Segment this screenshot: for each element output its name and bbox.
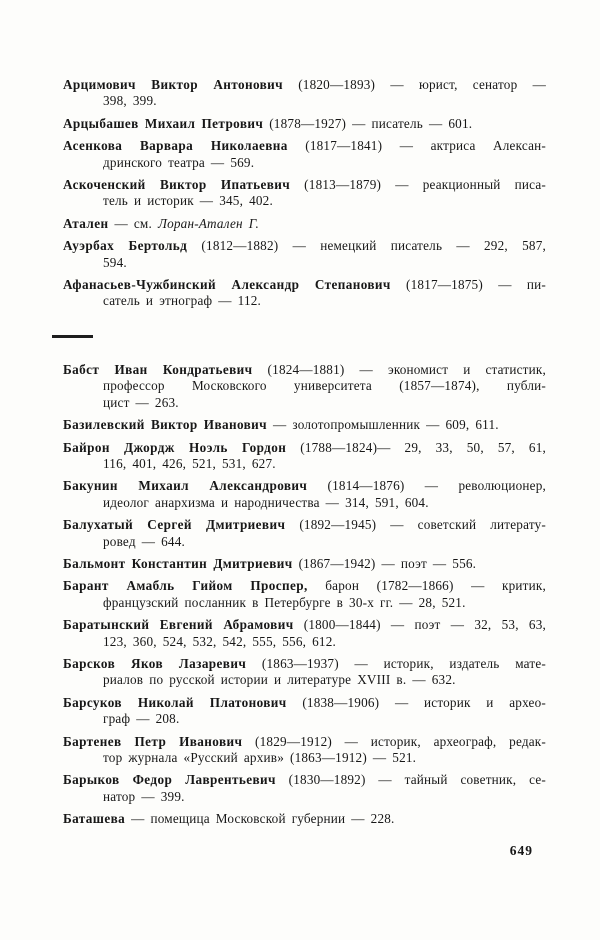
entry-first-line: Базилевский Виктор Иванович — золотопромышленник — 609, 611. (63, 417, 499, 433)
entry-continuation-line: цист — 263. (103, 394, 179, 410)
entry-name: Баташева (63, 811, 126, 827)
entry-continuation-line: 123, 360, 524, 532, 542, 555, 556, 612. (103, 633, 337, 649)
index-entry (63, 277, 546, 310)
index-entry (63, 617, 546, 650)
index-entry (63, 578, 546, 611)
entry-name: Байрон Джордж Ноэль Гордон (63, 439, 287, 455)
page-number: 649 (509, 843, 533, 858)
entry-name: Баратынский Евгений Абрамович (63, 617, 294, 633)
entry-continuation-line: граф — 208. (103, 711, 180, 727)
entry-first-line: Барыков Федор Лаврентьевич (1830—1892) — тайный советник, се- (63, 772, 546, 788)
index-entry (63, 238, 546, 271)
entry-first-line: Балухатый Сергей Дмитриевич (1892—1945) — советский литерату- (63, 517, 546, 533)
index-entry (63, 734, 546, 767)
entry-continuation-line: дринского театра — 569. (103, 154, 255, 170)
index-section-b (63, 335, 546, 828)
entry-first-line: Барсуков Николай Платонович (1838—1906) — историк и архео- (63, 694, 546, 710)
entry-first-line: Баташева — помещица Московской губернии — 228. (63, 811, 395, 827)
entry-continuation-line: сатель и этнограф — 112. (103, 293, 262, 309)
entry-continuation-line: риалов по русской истории и литературе XVIII в. — 632. (103, 672, 456, 688)
entry-name: Ауэрбах Бертольд (63, 238, 188, 254)
entry-see-reference: Лоран-Атален Г. (151, 215, 260, 231)
index-entry (63, 695, 546, 728)
entry-name: Арцыбашев Михаил Петрович (63, 115, 264, 131)
index-entry (63, 216, 546, 232)
entry-continuation-line: тель и историк — 345, 402. (103, 193, 273, 209)
entry-name: Бартенев Петр Иванович (63, 733, 243, 749)
entry-name: Бакунин Михаил Александрович (63, 478, 308, 494)
entry-first-line: Асенкова Варвара Николаевна (1817—1841) — актриса Алексан- (63, 138, 546, 154)
index-entry (63, 362, 546, 411)
index-entry (63, 811, 546, 827)
entry-name: Бальмонт Константин Дмитриевич (63, 555, 293, 571)
entry-continuation-line: профессор Московского университета (1857—1874), публи- (103, 378, 546, 394)
entry-continuation-line: натор — 399. (103, 788, 185, 804)
entry-continuation-line: 116, 401, 426, 521, 531, 627. (103, 455, 276, 471)
entry-continuation-line: 594. (103, 254, 127, 270)
entry-name: Афанасьев-Чужбинский Александр Степанович (63, 277, 391, 293)
entry-name: Аскоченский Виктор Ипатьевич (63, 177, 291, 193)
entry-first-line: Арцимович Виктор Антонович (1820—1893) — юрист, сенатор — (63, 77, 546, 92)
entry-first-line: Баратынский Евгений Абрамович (1800—1844) — поэт — 32, 53, 63, (63, 617, 546, 633)
index-entry (63, 177, 546, 210)
entry-first-line: Байрон Джордж Ноэль Гордон (1788—1824)— 29, 33, 50, 57, 61, (63, 439, 546, 455)
index-entry (63, 556, 546, 572)
entry-first-line: Афанасьев-Чужбинский Александр Степанович (1817—1875) — пи- (63, 277, 546, 293)
index-entry (63, 517, 546, 550)
section-divider-rule (52, 335, 93, 338)
index-entry (63, 138, 546, 171)
entry-first-line: Бабст Иван Кондратьевич (1824—1881) — экономист и статистик, (63, 361, 546, 377)
index-entry (63, 440, 546, 473)
entry-continuation-line: французский посланник в Петербурге в 30-х гг. — 28, 521. (103, 594, 466, 610)
entry-name: Барыков Федор Лаврентьевич (63, 772, 276, 788)
entry-name: Балухатый Сергей Дмитриевич (63, 517, 286, 533)
entry-first-line: Бартенев Петр Иванович (1829—1912) — историк, археограф, редак- (63, 733, 546, 749)
entry-continuation-line: тор журнала «Русский архив» (1863—1912) — 521. (103, 750, 417, 765)
entry-first-line: Барсков Яков Лазаревич (1863—1937) — историк, издатель мате- (63, 655, 546, 671)
index-entry (63, 417, 546, 433)
entry-continuation-line: идеолог анархизма и народничества — 314, 591, 604. (103, 494, 429, 510)
entry-first-line: Бакунин Михаил Александрович (1814—1876) — революционер, (63, 478, 546, 494)
entry-name: Барсков Яков Лазаревич (63, 655, 247, 671)
entry-name: Атален (63, 215, 109, 231)
index-section-a (63, 77, 546, 310)
entry-name: Бабст Иван Кондратьевич (63, 361, 253, 377)
entry-first-line: Арцыбашев Михаил Петрович (1878—1927) — писатель — 601. (63, 115, 473, 131)
entry-continuation-line: 398, 399. (103, 93, 157, 109)
entry-first-line: Атален — см. Лоран-Атален Г. (63, 215, 260, 231)
index-entry (63, 772, 546, 805)
index-entry (63, 77, 546, 110)
entry-first-line: Барант Амабль Гийом Проспер, барон (1782—1866) — критик, (63, 578, 546, 594)
entry-name: Барант Амабль Гийом Проспер, (63, 578, 308, 594)
entry-name: Арцимович Виктор Антонович (63, 77, 283, 92)
entry-first-line: Аскоченский Виктор Ипатьевич (1813—1879) — реакционный писа- (63, 177, 546, 193)
entry-name: Асенкова Варвара Николаевна (63, 138, 288, 154)
entry-first-line: Бальмонт Константин Дмитриевич (1867—1942) — поэт — 556. (63, 555, 477, 571)
index-entry (63, 656, 546, 689)
entry-first-line: Ауэрбах Бертольд (1812—1882) — немецкий писатель — 292, 587, (63, 238, 546, 254)
index-entry (63, 116, 546, 132)
entry-name: Базилевский Виктор Иванович (63, 417, 268, 433)
entry-continuation-line: ровед — 644. (103, 533, 185, 549)
index-entry (63, 478, 546, 511)
name-index-content (63, 77, 546, 834)
entry-name: Барсуков Николай Платонович (63, 694, 287, 710)
